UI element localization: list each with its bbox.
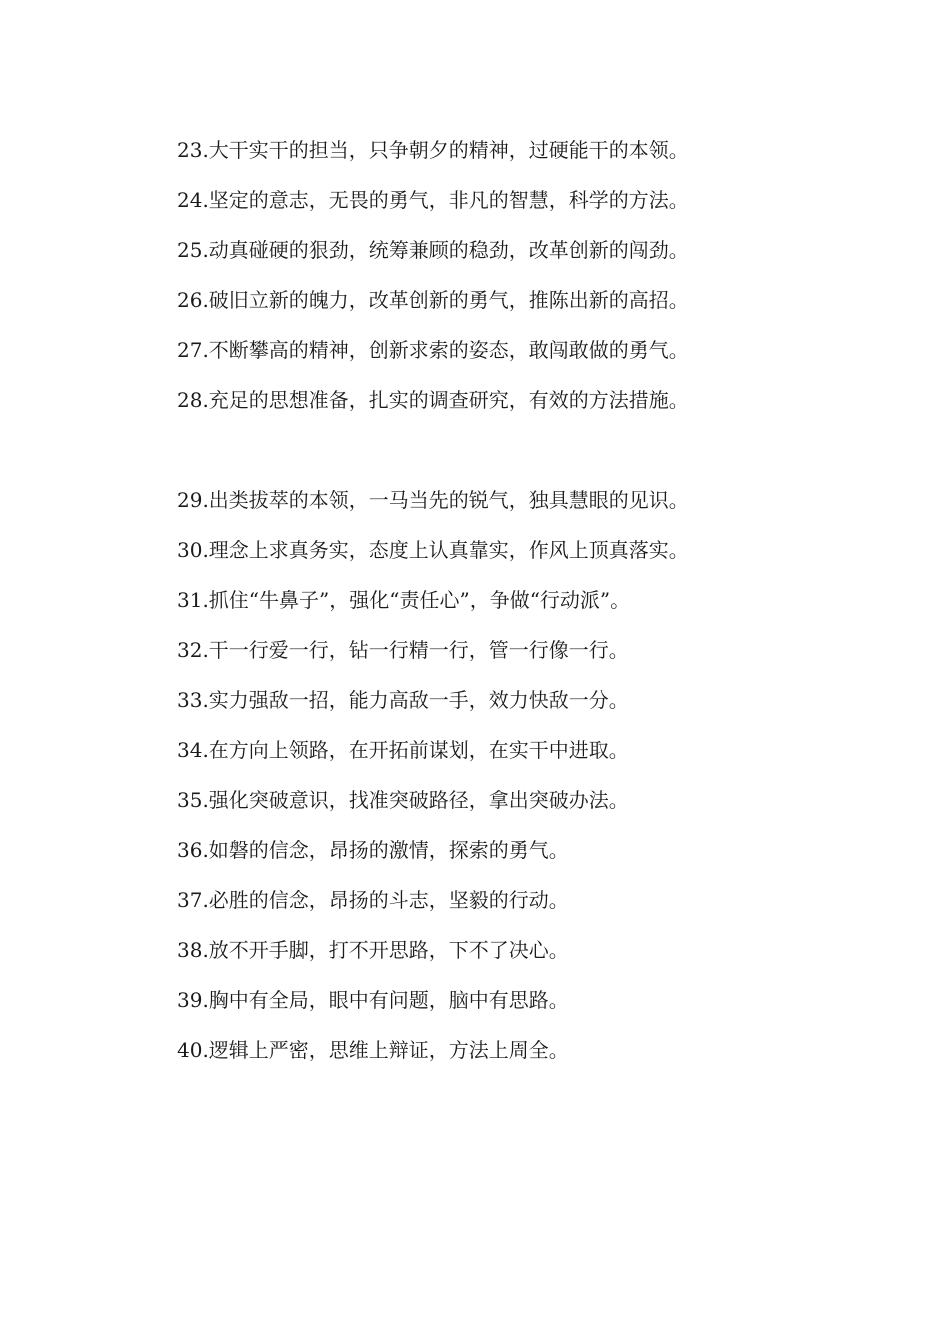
text-line-27: 27.不断攀高的精神，创新求索的姿态，敢闯敢做的勇气。	[177, 338, 689, 362]
paragraph-group-2	[177, 475, 777, 1075]
text-line-24: 24.坚定的意志，无畏的勇气，非凡的智慧，科学的方法。	[177, 188, 689, 212]
text-line-36: 36.如磐的信念，昂扬的激情，探索的勇气。	[177, 838, 569, 862]
text-line-33: 33.实力强敌一招，能力高敌一手，效力快敌一分。	[177, 688, 629, 712]
paragraph-group-1	[177, 125, 777, 425]
text-line-23: 23.大干实干的担当，只争朝夕的精神，过硬能干的本领。	[177, 138, 689, 162]
text-line-28: 28.充足的思想准备，扎实的调查研究，有效的方法措施。	[177, 388, 689, 412]
text-line-32: 32.干一行爱一行，钻一行精一行，管一行像一行。	[177, 638, 629, 662]
text-line-37: 37.必胜的信念，昂扬的斗志，坚毅的行动。	[177, 888, 569, 912]
text-line-40: 40.逻辑上严密，思维上辩证，方法上周全。	[177, 1038, 569, 1062]
text-line-30: 30.理念上求真务实，态度上认真靠实，作风上顶真落实。	[177, 538, 689, 562]
text-line-34: 34.在方向上领路，在开拓前谋划，在实干中进取。	[177, 738, 629, 762]
text-line-31: 31.抓住“牛鼻子”，强化“责任心”，争做“行动派”。	[177, 588, 631, 612]
text-line-38: 38.放不开手脚，打不开思路，下不了决心。	[177, 938, 569, 962]
text-line-26: 26.破旧立新的魄力，改革创新的勇气，推陈出新的高招。	[177, 288, 689, 312]
text-line-29: 29.出类拔萃的本领，一马当先的锐气，独具慧眼的见识。	[177, 488, 689, 512]
text-line-35: 35.强化突破意识，找准突破路径，拿出突破办法。	[177, 788, 629, 812]
text-line-39: 39.胸中有全局，眼中有问题，脑中有思路。	[177, 988, 569, 1012]
text-line-25: 25.动真碰硬的狠劲，统筹兼顾的稳劲，改革创新的闯劲。	[177, 238, 689, 262]
